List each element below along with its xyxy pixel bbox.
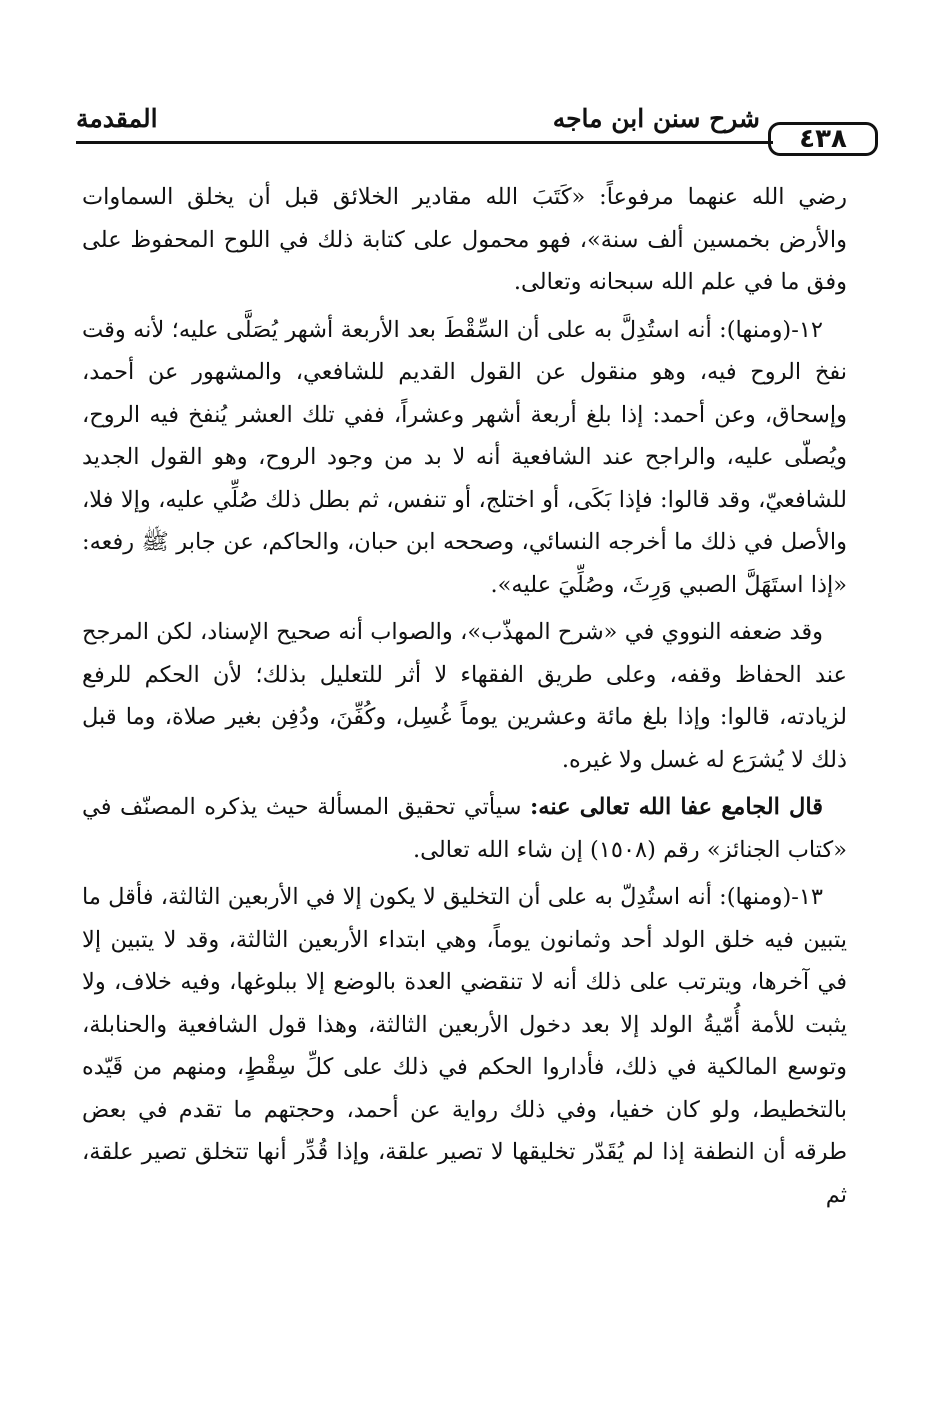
- page-number: ٤٣٨: [768, 122, 878, 156]
- paragraph-point-12: ١٢-(ومنها): أنه استُدِلَّ به على أن السِّقْطَ بعد الأربعة أشهر يُصَلَّى عليه؛ لأنه وقت نفخ الروح فيه، وهو منقول عن القول القديم للشافعي، والمشهور عن أحمد، وإسحاق، وعن أحمد: إذا بلغ أربعة أشهر وعشراً، ففي تلك العشر يُنفخ فيه الروح، ويُصلّى عليه، والراجح عند الشافعية أنه لا بد من وجود الروح، وهو القول الجديد للشافعيّ، وقد قالوا: فإذا بَكَى، أو اختلج، أو تنفس، ثم بطل ذلك صُلِّي عليه، وإلا فلا، والأصل في ذلك ما أخرجه النسائي، وصححه ابن حبان، والحاكم، عن جابر ﷺ رفعه: «إذا استَهَلَّ الصبي وَرِثَ، وصُلِّيَ عليه».: [82, 316, 848, 598]
- book-title: شرح سنن ابن ماجه: [552, 104, 760, 133]
- compiler-note-text: سيأتي تحقيق المسألة حيث يذكره المصنّف في «كتاب الجنائز» رقم (١٥٠٨) إن شاء الله تعالى.: [82, 794, 847, 863]
- section-title: المقدمة: [76, 104, 158, 133]
- paragraph-point-13: ١٣-(ومنها): أنه استُدِلّ به على أن التخليق لا يكون إلا في الأربعين الثالثة، فأقل ما يتبين فيه خلق الولد أحد وثمانون يوماً، وهي ابتداء الأربعين الثالثة، وقد لا يتبين إلا في آخرها، ويترتب على ذلك أنه لا تنقضي العدة بالوضع إلا ببلوغها، وفيه خلاف، ولا يثبت للأمة أُمّيةُ الولد إلا بعد دخول الأربعين الثالثة، وهذا قول الشافعية والحنابلة، وتوسع المالكية في ذلك، فأداروا الحكم في ذلك على كلِّ سِقْطٍ، ومنهم من قَيّده بالتخطيط، ولو كان خفيا، وفي ذلك رواية عن أحمد، وحجتهم ما تقدم في بعض طرقه أن النطفة إذا لم يُقَدّر تخليقها لا تصير علقة، وإذا قُدِّر أنها تتخلق تصير علقة، ثم: [82, 884, 847, 1208]
- header-divider: [76, 141, 773, 144]
- paragraph-continuation: رضي الله عنهما مرفوعاً: «كَتَبَ الله مقادير الخلائق قبل أن يخلق السماوات والأرض بخمسين ألف سنة»، فهو محمول على كتابة ذلك في اللوح المحفوظ على وفق ما في علم الله سبحانه وتعالى.: [82, 184, 847, 295]
- paragraph-nawawi: وقد ضعفه النووي في «شرح المهذّب»، والصواب أنه صحيح الإسناد، لكن المرجح عند الحفاظ وقفه، وعلى طريق الفقهاء لا أثر للتعليل بذلك؛ لأن الحكم للرفع لزيادته، قالوا: وإذا بلغ مائة وعشرين يوماً غُسِل، وكُفِّنَ، ودُفِن بغير صلاة، وما قبل ذلك لا يُشرَع له غسل ولا غيره.: [82, 619, 847, 773]
- compiler-note-lead: قال الجامع عفا الله تعالى عنه:: [529, 794, 824, 820]
- body-text: [82, 176, 847, 1216]
- paragraph-compiler-note: [82, 786, 847, 871]
